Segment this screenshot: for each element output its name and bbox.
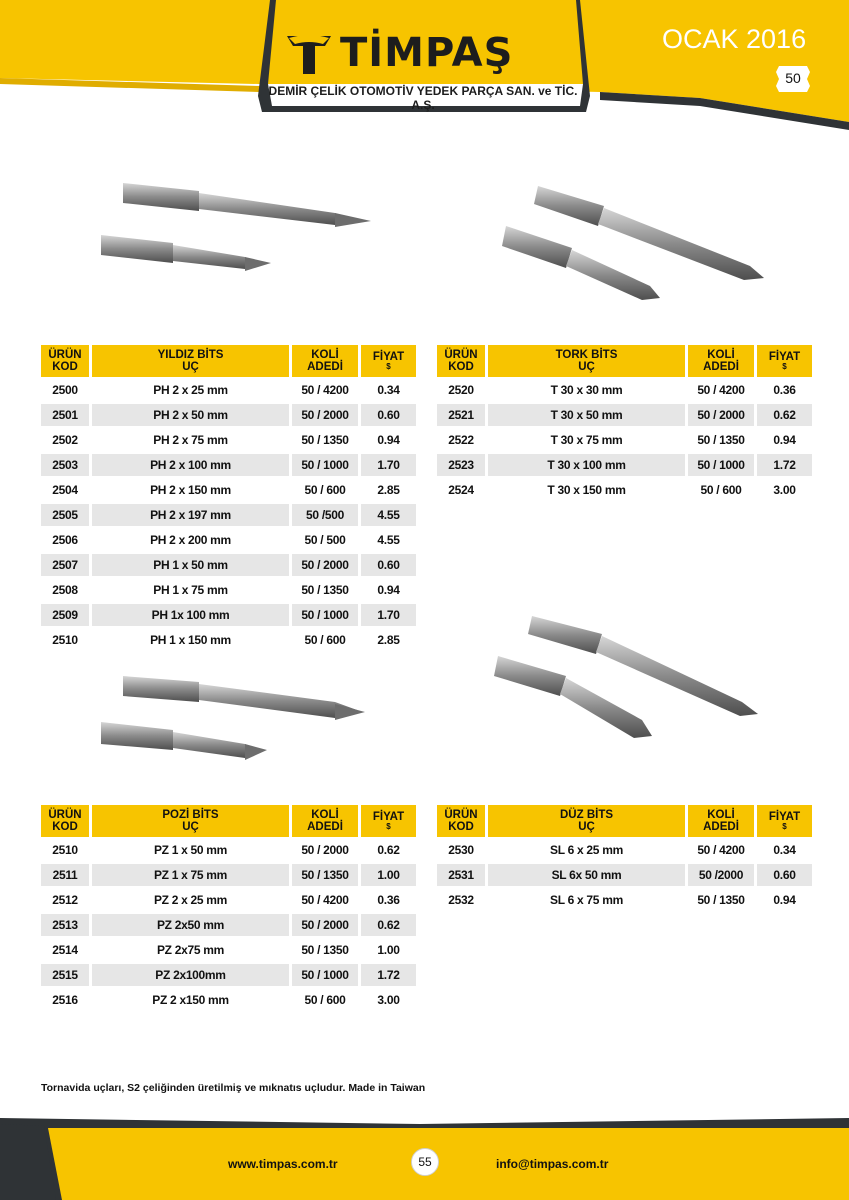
header-fiyat: FİYAT $ [757,805,812,837]
table-row: 2501 PH 2 x 50 mm 50 / 2000 0.60 [41,402,416,427]
footer-page-number: 55 [411,1148,439,1176]
footer-email-link[interactable]: info@timpas.com.tr [496,1157,609,1171]
catalog-page-number: 50 [785,70,801,86]
company-name: DEMİR ÇELİK OTOMOTİV YEDEK PARÇA SAN. ve TİC. A.Ş. [268,84,578,112]
table-row: 2522 T 30 x 75 mm 50 / 1350 0.94 [448,432,796,447]
header-koli: KOLİ ADEDİ [292,805,358,837]
table-header [437,345,812,377]
table-row: 2530 SL 6 x 25 mm 50 / 4200 0.34 [448,842,796,857]
table-header [437,805,812,837]
table-row: 2503 PH 2 x 100 mm 50 / 1000 1.70 [41,452,416,477]
table-row: 2513 PZ 2x50 mm 50 / 2000 0.62 [41,912,416,937]
table-row: 2510 PZ 1 x 50 mm 50 / 2000 0.62 [52,842,400,857]
table-header [41,345,416,377]
slotted-bits-image [492,612,767,747]
table-row: 2504 PH 2 x 150 mm 50 / 600 2.85 [52,482,400,497]
footer-website-link[interactable]: www.timpas.com.tr [228,1157,338,1171]
duz-bits-table [437,805,812,912]
table-row: 2502 PH 2 x 75 mm 50 / 1350 0.94 [52,432,400,447]
table-row: 2514 PZ 2x75 mm 50 / 1350 1.00 [52,942,400,957]
torx-bits-image [500,182,775,307]
table-row: 2510 PH 1 x 150 mm 50 / 600 2.85 [52,632,400,647]
header-uc: POZİ BİTS UÇ [92,805,289,837]
header-uc: DÜZ BİTS UÇ [488,805,685,837]
table-row: 2508 PH 1 x 75 mm 50 / 1350 0.94 [52,582,400,597]
table-row: 2512 PZ 2 x 25 mm 50 / 4200 0.36 [52,892,400,907]
header-koli: KOLİ ADEDİ [688,805,754,837]
table-header [41,805,416,837]
table-row: 2520 T 30 x 30 mm 50 / 4200 0.36 [448,382,796,397]
table-row: 2532 SL 6 x 75 mm 50 / 1350 0.94 [448,892,796,907]
timpas-logo-icon [285,32,333,76]
table-row: 2515 PZ 2x100mm 50 / 1000 1.72 [41,962,416,987]
header-kod: ÜRÜN KOD [437,805,485,837]
table-row: 2523 T 30 x 100 mm 50 / 1000 1.72 [437,452,812,477]
phillips-bits-image [95,175,385,280]
header-uc: YILDIZ BİTS UÇ [92,345,289,377]
header-kod: ÜRÜN KOD [41,345,89,377]
header-fiyat: FİYAT $ [757,345,812,377]
table-row: 2521 T 30 x 50 mm 50 / 2000 0.62 [437,402,812,427]
tork-bits-table [437,345,812,502]
header-uc: TORK BİTS UÇ [488,345,685,377]
table-row: 2509 PH 1x 100 mm 50 / 1000 1.70 [41,602,416,627]
header-kod: ÜRÜN KOD [437,345,485,377]
yildiz-bits-table [41,345,416,652]
table-row: 2511 PZ 1 x 75 mm 50 / 1350 1.00 [41,862,416,887]
table-row: 2516 PZ 2 x150 mm 50 / 600 3.00 [52,992,400,1007]
table-row: 2507 PH 1 x 50 mm 50 / 2000 0.60 [41,552,416,577]
product-note: Tornavida uçları, S2 çeliğinden üretilmiş ve mıknatıs uçludur. Made in Taiwan [41,1082,426,1094]
header-fiyat: FİYAT $ [361,805,416,837]
table-row: 2524 T 30 x 150 mm 50 / 600 3.00 [448,482,796,497]
header-koli: KOLİ ADEDİ [688,345,754,377]
edition-label: OCAK 2016 [662,24,807,54]
header-koli: KOLİ ADEDİ [292,345,358,377]
table-row: 2500 PH 2 x 25 mm 50 / 4200 0.34 [52,382,400,397]
pozi-bits-table [41,805,416,1012]
header-kod: ÜRÜN KOD [41,805,89,837]
brand-name: TİMPAŞ [340,30,514,76]
table-row: 2505 PH 2 x 197 mm 50 /500 4.55 [41,502,416,527]
header-fiyat: FİYAT $ [361,345,416,377]
pozidriv-bits-image [95,668,370,773]
table-row: 2506 PH 2 x 200 mm 50 / 500 4.55 [52,532,400,547]
table-row: 2531 SL 6x 50 mm 50 /2000 0.60 [437,862,812,887]
